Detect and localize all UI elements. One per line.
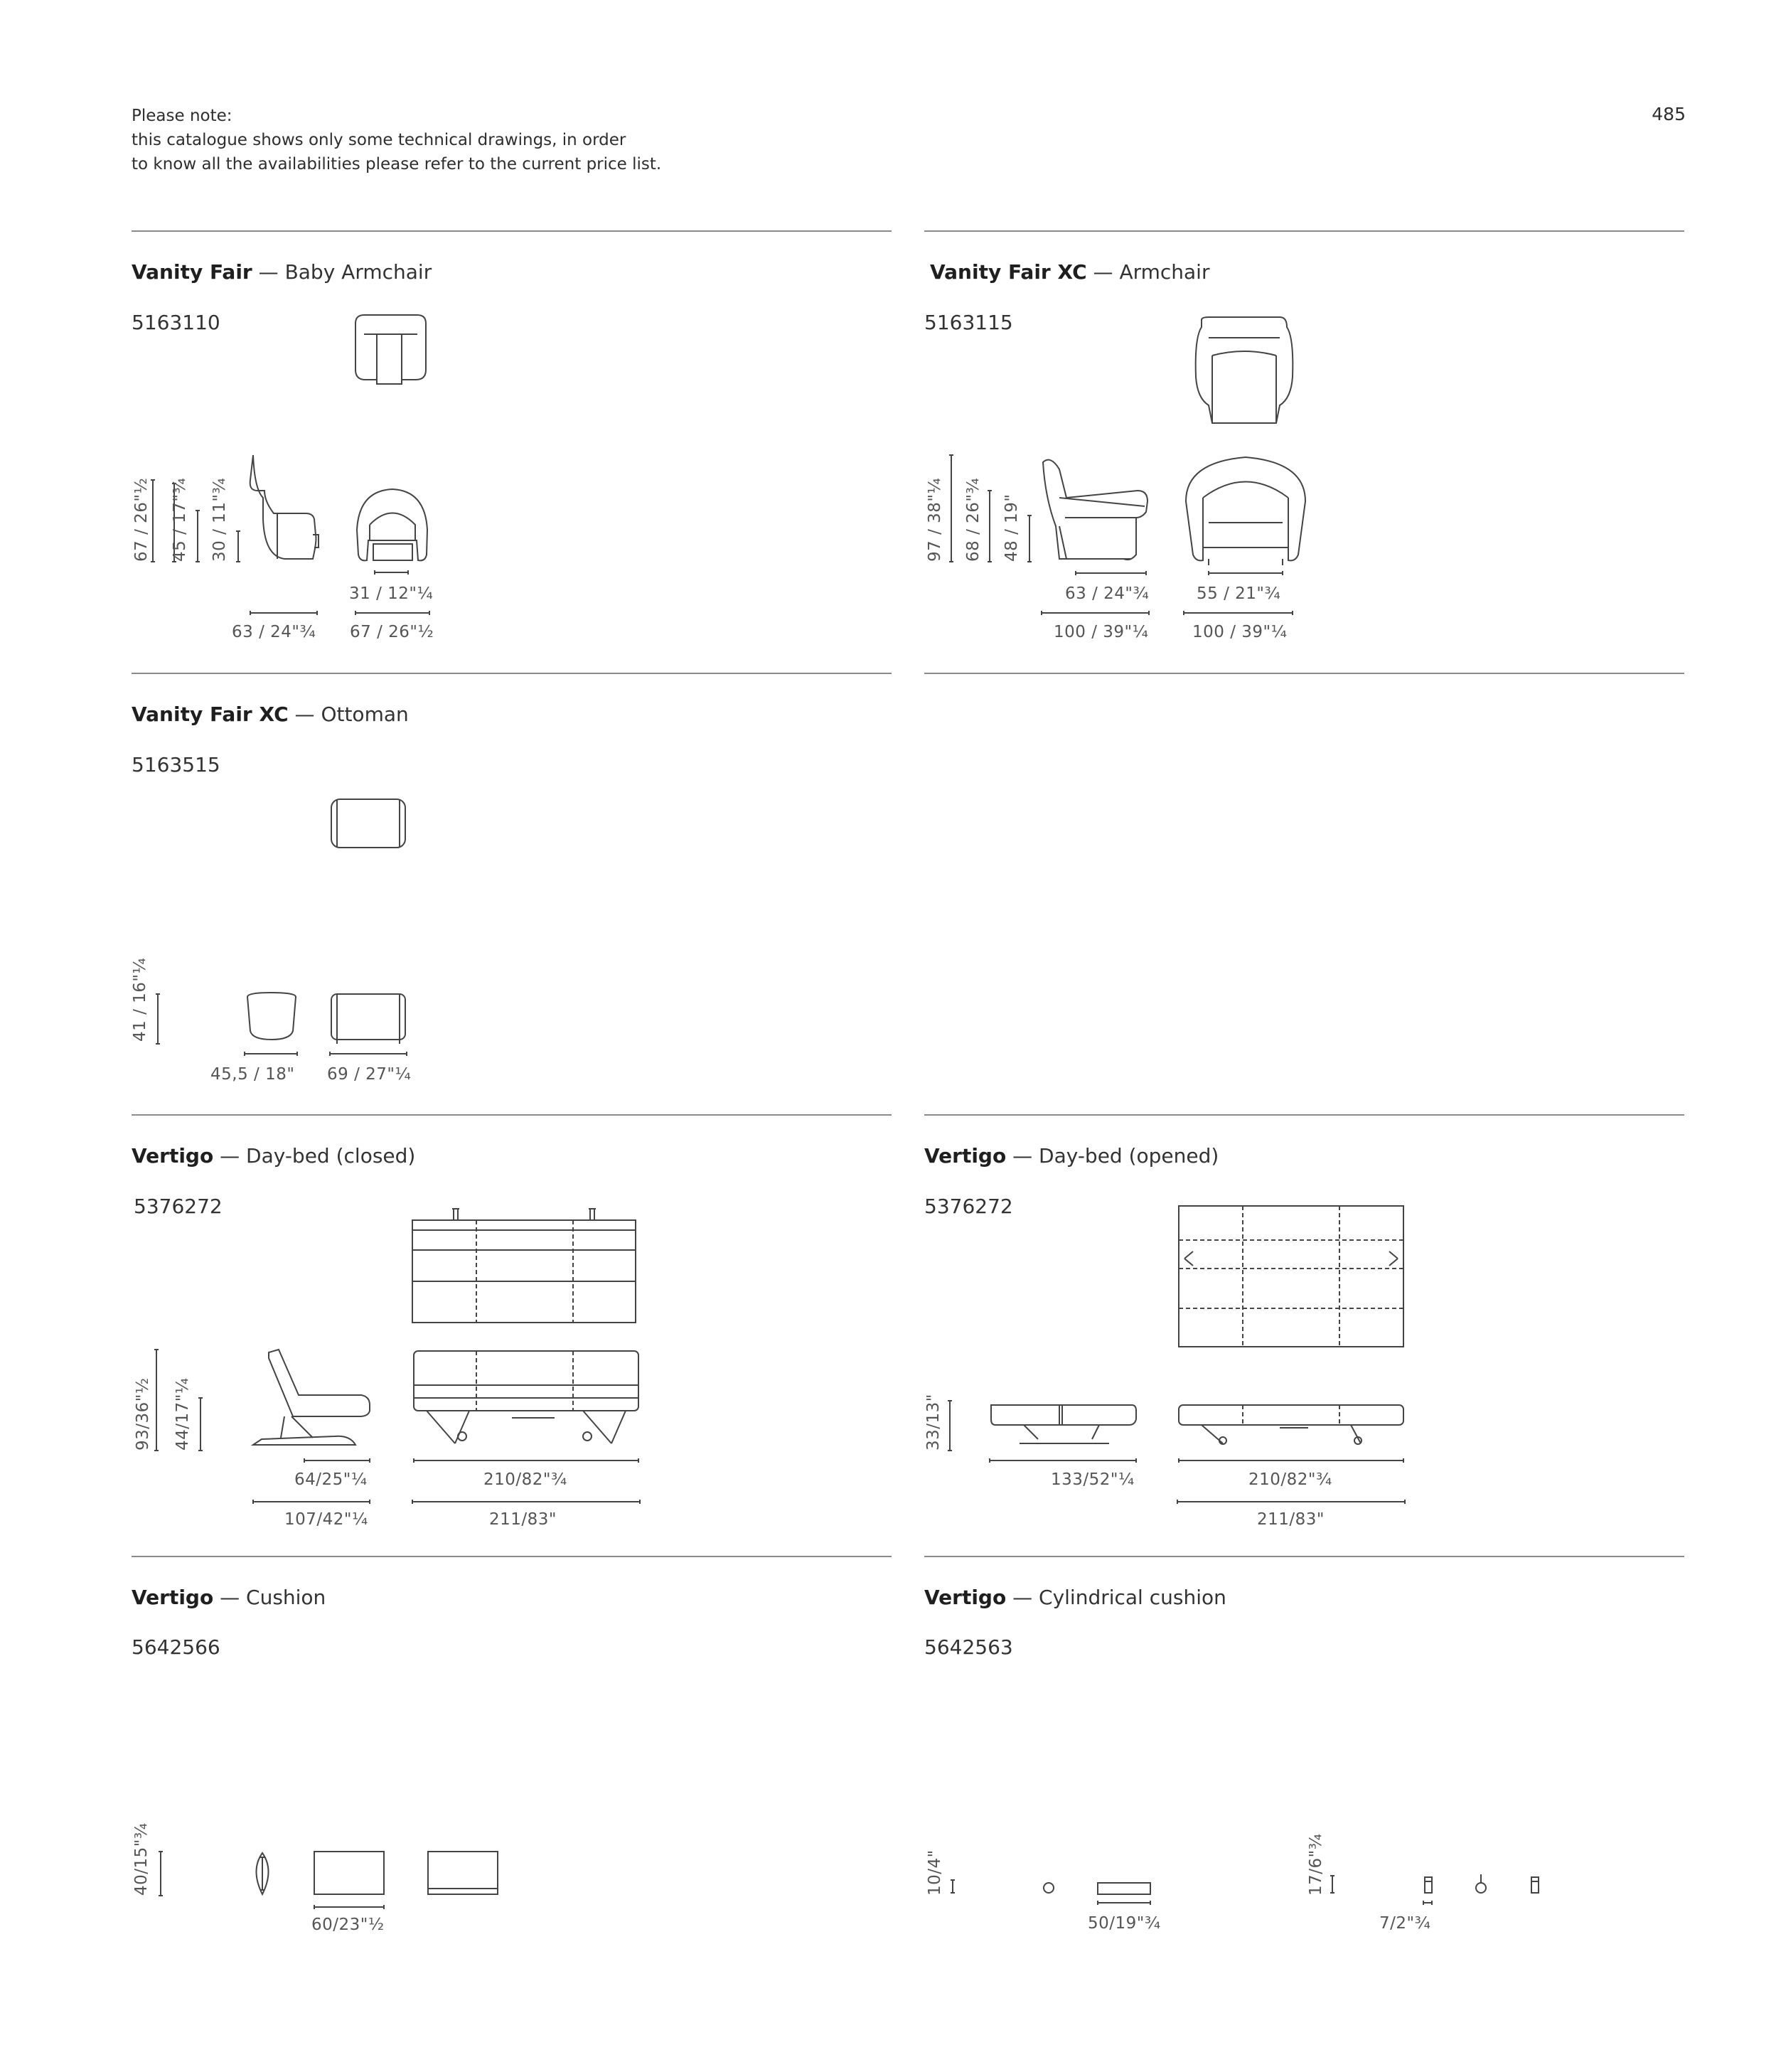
width-dim: 100 / 39"¼ xyxy=(1192,623,1288,641)
product-code: 5163110 xyxy=(132,311,220,334)
height-dim: 67 / 26"½ xyxy=(132,477,151,562)
product-name: Vertigo xyxy=(924,1144,1007,1168)
height-dim: 30 / 11"¾ xyxy=(210,477,229,562)
height-dim: 97 / 38"¼ xyxy=(926,477,944,562)
width-dim: 69 / 27"¼ xyxy=(327,1065,412,1084)
product-title: Vanity Fair — Baby Armchair xyxy=(132,260,432,284)
height-dim: 44/17"¼ xyxy=(173,1377,192,1451)
small-cushion-side-view xyxy=(1425,1877,1432,1893)
product-name: Vanity Fair XC xyxy=(132,703,289,726)
width-dim: 31 / 12"¼ xyxy=(349,584,434,603)
product-name: Vertigo xyxy=(132,1586,214,1609)
product-type: Baby Armchair xyxy=(284,260,432,284)
product-name: Vertigo xyxy=(924,1586,1007,1609)
product-code: 5642563 xyxy=(924,1635,1013,1659)
note-line: to know all the availabilities please refer to the current price list. xyxy=(132,155,662,173)
width-dim: 55 / 21"¾ xyxy=(1197,584,1281,603)
product-title: Vanity Fair XC — Ottoman xyxy=(132,703,409,726)
product-name: Vertigo xyxy=(132,1144,214,1168)
cylindrical-cushion-side-view xyxy=(1098,1883,1150,1894)
product-code: 5376272 xyxy=(924,1195,1013,1218)
width-dim: 211/83" xyxy=(489,1510,557,1529)
note-line: Please note: xyxy=(132,107,232,125)
width-dim: 107/42"¼ xyxy=(284,1510,368,1529)
product-type: Day-bed (closed) xyxy=(246,1144,416,1168)
height-dim: 93/36"½ xyxy=(134,1377,152,1451)
width-dim: 7/2"¾ xyxy=(1379,1914,1431,1933)
width-dim: 67 / 26"½ xyxy=(350,623,434,641)
height-dim: 17/6"¾ xyxy=(1307,1833,1325,1896)
page-number: 485 xyxy=(1652,104,1686,124)
product-title: Vertigo — Cushion xyxy=(132,1586,326,1609)
product-name: Vanity Fair xyxy=(132,260,252,284)
product-code: 5163115 xyxy=(924,311,1013,334)
cylindrical-cushion-end-view xyxy=(1044,1883,1054,1893)
width-dim: 133/52"¼ xyxy=(1051,1470,1135,1489)
product-type: Ottoman xyxy=(321,703,409,726)
product-type: Cylindrical cushion xyxy=(1039,1586,1226,1609)
height-dim: 10/4" xyxy=(926,1849,944,1896)
width-dim: 64/25"¼ xyxy=(294,1470,368,1489)
small-cushion-end-view xyxy=(1476,1883,1486,1893)
product-code: 5642566 xyxy=(132,1635,220,1659)
width-dim: 45,5 / 18" xyxy=(210,1065,295,1084)
note-line: this catalogue shows only some technical drawings, in order xyxy=(132,131,626,149)
height-dim: 68 / 26"¾ xyxy=(964,477,983,562)
height-dim: 48 / 19" xyxy=(1002,493,1021,562)
height-dim: 45 / 17"¾ xyxy=(171,477,189,562)
width-dim: 211/83" xyxy=(1257,1510,1325,1529)
product-code: 5163515 xyxy=(132,753,220,776)
width-dim: 210/82"¾ xyxy=(483,1470,567,1489)
product-title: Vertigo — Day-bed (closed) xyxy=(132,1144,416,1168)
small-cushion-back-view xyxy=(1531,1877,1539,1893)
product-type: Day-bed (opened) xyxy=(1039,1144,1219,1168)
width-dim: 60/23"½ xyxy=(311,1916,385,1934)
product-title: Vertigo — Day-bed (opened) xyxy=(924,1144,1219,1168)
height-dim: 41 / 16"¼ xyxy=(131,957,149,1042)
product-name: Vanity Fair XC xyxy=(930,260,1087,284)
product-type: Cushion xyxy=(246,1586,326,1609)
height-dim: 33/13" xyxy=(924,1394,943,1451)
width-dim: 50/19"¾ xyxy=(1088,1914,1161,1933)
product-code: 5376272 xyxy=(134,1195,223,1218)
width-dim: 210/82"¾ xyxy=(1248,1470,1332,1489)
product-type: Armchair xyxy=(1119,260,1210,284)
product-title: Vertigo — Cylindrical cushion xyxy=(924,1586,1226,1609)
height-dim: 40/15"¾ xyxy=(132,1822,151,1896)
width-dim: 63 / 24"¾ xyxy=(1065,584,1150,603)
width-dim: 63 / 24"¾ xyxy=(232,623,316,641)
product-title: Vanity Fair XC — Armchair xyxy=(930,260,1210,284)
width-dim: 100 / 39"¼ xyxy=(1054,623,1149,641)
